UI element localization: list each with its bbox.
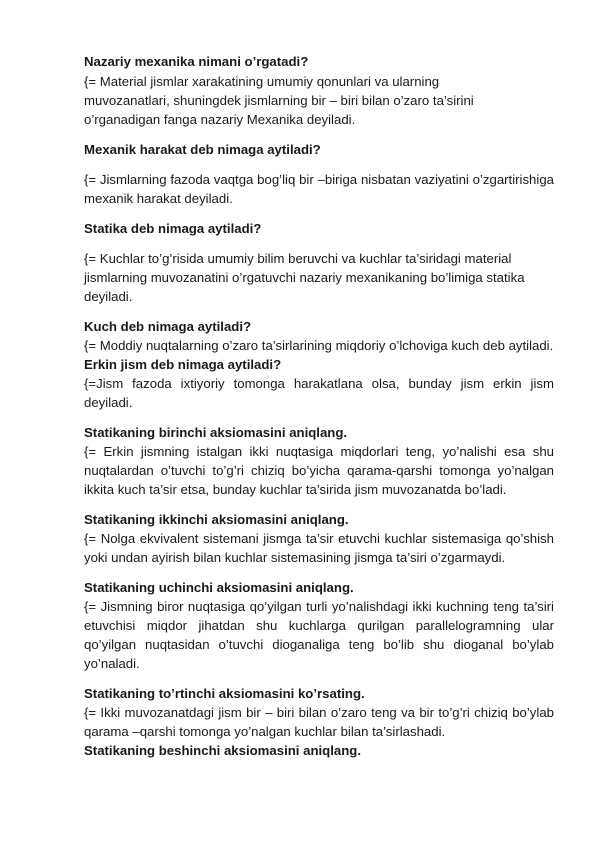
answer-8: {= Jismning biror nuqtasiga qo’yilgan turli yo’nalishdagi ikki kuchning teng ta’siri etuvchisi miqdor jihatdan shu kuchlarga qurilgan parallelogramning ular qo’yilgan nuqtasidan o’tuvchi dioganaliga teng bo’lib shu dioganal bo’ylab yo’naladi. bbox=[84, 599, 554, 671]
question-8: Statikaning uchinchi aksiomasini aniqlang. bbox=[84, 580, 354, 595]
answer-4: {= Moddiy nuqtalarning o’zaro ta’sirlarining miqdoriy o’lchoviga kuch deb aytiladi. bbox=[84, 338, 554, 353]
question-2: Mexanik harakat deb nimaga aytiladi? bbox=[84, 142, 321, 157]
question-9: Statikaning to’rtinchi aksiomasini ko’rsating. bbox=[84, 686, 365, 701]
document-page bbox=[84, 52, 554, 760]
question-7: Statikaning ikkinchi aksiomasini aniqlang. bbox=[84, 512, 349, 527]
question-1: Nazariy mexanika nimani o’rgatadi? bbox=[84, 54, 309, 69]
question-10: Statikaning beshinchi aksiomasini aniqlang. bbox=[84, 743, 362, 758]
answer-7: {= Nolga ekvivalent sistemani jismga ta’sir etuvchi kuchlar sistemasiga qo’shish yoki undan ayirish bilan kuchlar sistemasining jismga ta’siri o’zgarmaydi. bbox=[84, 531, 554, 565]
question-6: Statikaning birinchi aksiomasini aniqlang. bbox=[84, 425, 348, 440]
question-5: Erkin jism deb nimaga aytiladi? bbox=[84, 357, 282, 372]
question-3: Statika deb nimaga aytiladi? bbox=[84, 221, 262, 236]
answer-3: {= Kuchlar to’g’risida umumiy bilim beruvchi va kuchlar ta’siridagi material jismlarning muvozanatini o’rgatuvchi nazariy mexanikaning bo’limiga statika deyiladi. bbox=[84, 251, 525, 304]
answer-5: {=Jism fazoda ixtiyoriy tomonga harakatlana olsa, bunday jism erkin jism deyiladi. bbox=[84, 376, 554, 410]
answer-9: {= Ikki muvozanatdagi jism bir – biri bilan o’zaro teng va bir to’g’ri chiziq bo’ylab qarama –qarshi tomonga yo’nalgan kuchlar bilan ta’sirlashadi. bbox=[84, 705, 554, 739]
answer-1: {= Material jismlar xarakatining umumiy qonunlari va ularning muvozanatlari, shuningdek jismlarning bir – biri bilan o’zaro ta’sirini o’rganadigan fanga nazariy Mexanika deyiladi. bbox=[84, 74, 474, 127]
answer-2: {= Jismlarning fazoda vaqtga bog’liq bir –biriga nisbatan vaziyatini o’zgartirishiga mexanik harakat deyiladi. bbox=[84, 172, 554, 206]
question-4: Kuch deb nimaga aytiladi? bbox=[84, 319, 252, 334]
answer-6: {= Erkin jismning istalgan ikki nuqtasiga miqdorlari teng, yo’nalishi esa shu nuqtalardan o’tuvchi to’g’ri chiziq bo’yicha qarama-qarshi tomonga yo’nalgan ikkita kuch ta’sir etsa, bunday kuchlar ta’sirida jism muvozanatda bo’ladi. bbox=[84, 444, 554, 497]
